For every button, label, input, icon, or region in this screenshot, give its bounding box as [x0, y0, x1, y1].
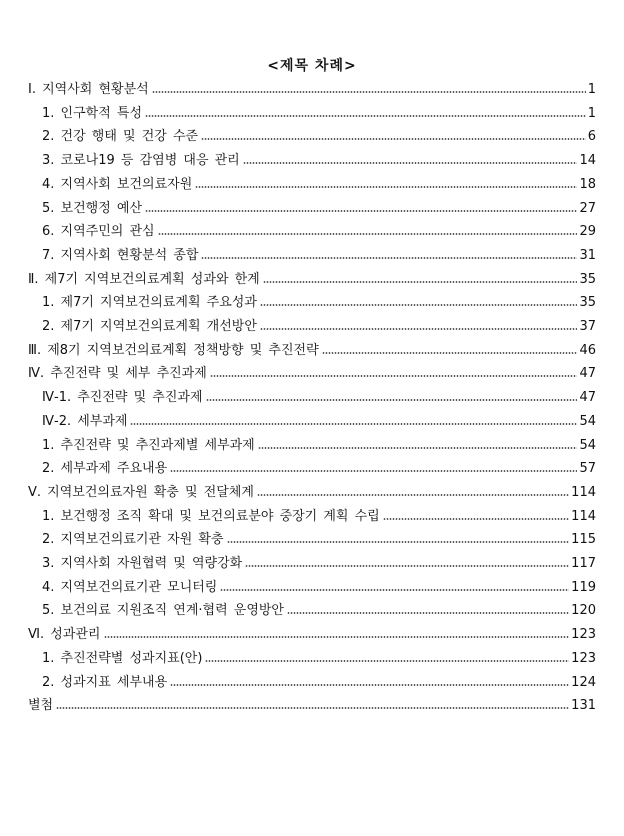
toc-entry[interactable] [28, 625, 596, 645]
toc-entry[interactable] [42, 436, 596, 456]
toc-entry[interactable] [42, 104, 596, 124]
toc-entry[interactable] [42, 601, 596, 621]
dot-leader [257, 494, 569, 496]
toc-entry-label: 1. 추진전략 및 추진과제별 세부과제 [42, 437, 255, 453]
toc-entry[interactable] [28, 483, 596, 503]
toc-entry-page-number: 1 [587, 82, 596, 97]
toc-entry-page-number: 120 [571, 603, 596, 619]
toc-entry-page-number: 54 [579, 413, 596, 429]
toc-entry[interactable] [42, 388, 596, 408]
toc-entry-page-number: 124 [571, 674, 596, 690]
dot-leader [158, 233, 578, 235]
toc-entry-page-number: 54 [579, 437, 596, 453]
dot-leader [170, 470, 577, 472]
toc-entry-page-number: 31 [579, 247, 596, 263]
toc-entry-page-number: 117 [571, 556, 596, 571]
toc-entry-page-number: 35 [579, 271, 596, 287]
toc-entry[interactable] [28, 341, 596, 361]
toc-entry-page-number: 57 [579, 461, 596, 477]
toc-entry-page-number: 14 [579, 153, 596, 169]
toc-entry-page-number: 37 [579, 319, 596, 334]
toc-entry-label: Ⅴ. 지역보건의료자원 확충 및 전달체계 [28, 484, 254, 500]
toc-entry-page-number: 18 [579, 176, 596, 192]
toc-entry[interactable] [28, 364, 596, 384]
dot-leader [383, 518, 569, 520]
dot-leader [145, 210, 577, 212]
dot-leader [195, 186, 577, 188]
toc-entry-label: 3. 코로나19 등 감염병 대응 관리 [42, 153, 240, 169]
toc-entry-label: 5. 보건의료 지원조직 연계·협력 운영방안 [42, 603, 284, 619]
toc-entry[interactable] [42, 507, 596, 527]
toc-entry-label: 2. 지역보건의료기관 자원 확충 [42, 532, 224, 548]
dot-leader [263, 281, 578, 283]
dot-leader [145, 115, 586, 117]
toc-entry[interactable] [28, 270, 596, 290]
toc-entry-label: 1. 추진전략별 성과지표(안) [42, 650, 203, 666]
toc-entry-page-number: 114 [571, 484, 596, 500]
dot-leader [260, 304, 578, 306]
toc-entry-label: 2. 제7기 지역보건의료계획 개선방안 [42, 319, 257, 334]
toc-entry[interactable] [28, 696, 596, 716]
toc-entry-page-number: 35 [579, 295, 596, 311]
toc-entry[interactable] [42, 317, 596, 337]
toc-entry[interactable] [42, 293, 596, 313]
toc-entry-label: 1. 보건행정 조직 확대 및 보건의료분야 중장기 계획 수립 [42, 508, 380, 524]
toc-entry-page-number: 47 [579, 366, 596, 382]
page-title: <제목 차례> [267, 58, 357, 74]
toc-entry-page-number: 119 [571, 579, 596, 595]
toc-entry-label: Ⅰ. 지역사회 현황분석 [28, 82, 149, 97]
toc-entry[interactable] [42, 530, 596, 550]
dot-leader [245, 565, 569, 567]
dot-leader [258, 447, 578, 449]
toc-entry[interactable] [42, 459, 596, 479]
toc-entry-page-number: 123 [571, 627, 596, 643]
toc-entry-label: 1. 제7기 지역보건의료계획 주요성과 [42, 295, 257, 311]
dot-leader [322, 352, 578, 354]
toc-entry-label: Ⅳ. 추진전략 및 세부 추진과제 [28, 366, 207, 382]
toc-entry-page-number: 114 [571, 508, 596, 524]
dot-leader [220, 589, 569, 591]
toc-entry-page-number: 1 [587, 105, 596, 121]
toc-entry-label: Ⅱ. 제7기 지역보건의료계획 성과와 한계 [28, 271, 260, 287]
toc-entry-label: Ⅳ-2. 세부과제 [42, 413, 128, 429]
dot-leader [201, 138, 586, 140]
toc-entry-page-number: 115 [571, 532, 596, 548]
dot-leader [130, 423, 577, 425]
toc-entry[interactable] [42, 673, 596, 693]
dot-leader [152, 91, 586, 93]
dot-leader [206, 399, 578, 401]
toc-entry-page-number: 29 [579, 224, 596, 240]
toc-entry[interactable] [42, 649, 596, 669]
toc-entry-label: 2. 세부과제 주요내용 [42, 461, 168, 477]
dot-leader [260, 328, 578, 330]
dot-leader [201, 257, 577, 259]
toc-entry-page-number: 47 [579, 390, 596, 406]
toc-entry-label: 2. 건강 행태 및 건강 수준 [42, 129, 199, 145]
dot-leader [104, 636, 570, 638]
toc-entry[interactable] [28, 80, 596, 100]
toc-entry[interactable] [42, 127, 596, 147]
toc-entry[interactable] [42, 246, 596, 266]
dot-leader [170, 684, 569, 686]
toc-entry-label: 6. 지역주민의 관심 [42, 224, 155, 240]
toc-entry-page-number: 6 [587, 129, 596, 145]
toc-entry-page-number: 46 [579, 342, 596, 358]
toc-entry-page-number: 27 [579, 200, 596, 216]
toc-entry-page-number: 123 [571, 650, 596, 666]
dot-leader [56, 707, 569, 709]
toc-entry-page-number: 131 [571, 698, 596, 714]
toc-entry-label: 4. 지역보건의료기관 모니터링 [42, 579, 218, 595]
toc-entry[interactable] [42, 199, 596, 219]
toc-entry-label: 1. 인구학적 특성 [42, 105, 143, 121]
toc-entry[interactable] [42, 151, 596, 171]
dot-leader [205, 660, 569, 662]
toc-entry-label: 5. 보건행정 예산 [42, 200, 143, 216]
toc-entry-label: 4. 지역사회 보건의료자원 [42, 176, 193, 192]
dot-leader [287, 612, 569, 614]
toc-entry-label: 7. 지역사회 현황분석 종합 [42, 247, 199, 263]
toc-entry[interactable] [42, 412, 596, 432]
toc-entry-label: 3. 지역사회 자원협력 및 역량강화 [42, 556, 243, 571]
toc-entry-label: Ⅲ. 제8기 지역보건의료계획 정책방향 및 추진전략 [28, 342, 319, 358]
dot-leader [243, 162, 578, 164]
toc-entry[interactable] [42, 222, 596, 242]
toc-entry-label: Ⅵ. 성과관리 [28, 627, 101, 643]
toc-entry[interactable] [42, 554, 596, 574]
dot-leader [227, 541, 570, 543]
dot-leader [210, 375, 578, 377]
toc-entry-label: 2. 성과지표 세부내용 [42, 674, 168, 690]
toc-entry-label: 별첨 [28, 698, 54, 714]
toc-entry[interactable] [42, 578, 596, 598]
toc-entry[interactable] [42, 175, 596, 195]
toc-entry-label: Ⅳ-1. 추진전략 및 추진과제 [42, 390, 203, 406]
